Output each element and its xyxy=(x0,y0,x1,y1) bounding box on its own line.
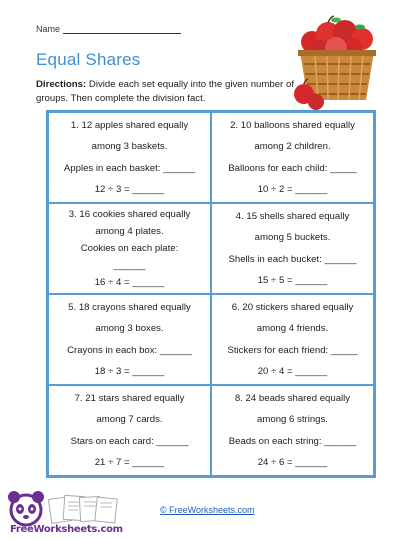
problem-cell xyxy=(211,203,374,294)
panda-mascot-icon xyxy=(8,491,44,525)
problem-cell xyxy=(211,294,374,385)
problem-line: among 2 children. xyxy=(254,141,331,153)
problem-line: 21 ÷ 7 = ______ xyxy=(94,456,165,468)
problem-line: among 6 strings. xyxy=(257,414,328,426)
directions-text: Divide each set equally into the given number of groups. Then complete the division fact. xyxy=(36,79,294,104)
problem-line: Beads on each string: ______ xyxy=(228,435,357,447)
directions-label: Directions: xyxy=(36,79,87,90)
problem-line: 3. 16 cookies shared equally xyxy=(68,209,191,220)
problem-line: 15 ÷ 5 = ______ xyxy=(257,274,328,286)
problem-line: 10 ÷ 2 = ______ xyxy=(257,183,328,195)
problem-line: 16 ÷ 4 = ______ xyxy=(94,277,165,288)
problem-cell xyxy=(211,112,374,203)
copyright-link[interactable]: © FreeWorksheets.com xyxy=(160,505,255,515)
problem-cell xyxy=(48,112,211,203)
problem-line: 8. 24 beads shared equally xyxy=(234,393,351,405)
name-field-row xyxy=(36,24,181,34)
problem-line: among 7 cards. xyxy=(96,414,163,426)
worksheet-title: Equal Shares xyxy=(36,50,141,69)
problems-grid xyxy=(46,110,376,478)
problem-line: among 3 boxes. xyxy=(95,323,164,335)
worksheet-stack-icon xyxy=(48,495,117,523)
directions xyxy=(36,78,294,106)
problem-line: 18 ÷ 3 = ______ xyxy=(94,365,165,377)
apple-basket-image xyxy=(290,12,386,110)
problem-line: 5. 18 crayons shared equally xyxy=(68,302,191,314)
problem-line: among 5 buckets. xyxy=(254,232,331,244)
problem-cell xyxy=(48,294,211,385)
problem-line: 7. 21 stars shared equally xyxy=(74,393,185,405)
problem-line: Balloons for each child: _____ xyxy=(228,162,357,174)
problem-line: among 4 plates. xyxy=(95,226,164,237)
problem-cell xyxy=(48,385,211,476)
problem-line: 12 ÷ 3 = ______ xyxy=(94,183,165,195)
problem-line: Apples in each basket: ______ xyxy=(63,162,196,174)
problem-cell xyxy=(211,385,374,476)
logo-text: FreeWorksheets.com xyxy=(10,524,123,535)
problem-line: among 3 baskets. xyxy=(91,141,168,153)
problem-line: among 4 friends. xyxy=(256,323,329,335)
problem-line: 20 ÷ 4 = ______ xyxy=(257,365,328,377)
problem-line: 2. 10 balloons shared equally xyxy=(230,120,355,132)
problem-line: Stars on each card: ______ xyxy=(70,435,189,447)
name-input-line[interactable] xyxy=(63,25,181,34)
name-label: Name xyxy=(36,24,61,34)
problem-line: Crayons in each box: ______ xyxy=(67,344,192,356)
problem-line: ______ xyxy=(113,260,146,271)
problem-line: 1. 12 apples shared equally xyxy=(70,120,189,132)
problem-line: Shells in each bucket: ______ xyxy=(228,253,357,265)
problem-line: 4. 15 shells shared equally xyxy=(235,211,350,223)
problem-line: 24 ÷ 6 = ______ xyxy=(257,456,328,468)
problem-line: Stickers for each friend: _____ xyxy=(227,344,358,356)
problem-cell xyxy=(48,203,211,294)
problem-line: 6. 20 stickers shared equally xyxy=(231,302,354,314)
problem-line: Cookies on each plate: xyxy=(80,243,179,254)
